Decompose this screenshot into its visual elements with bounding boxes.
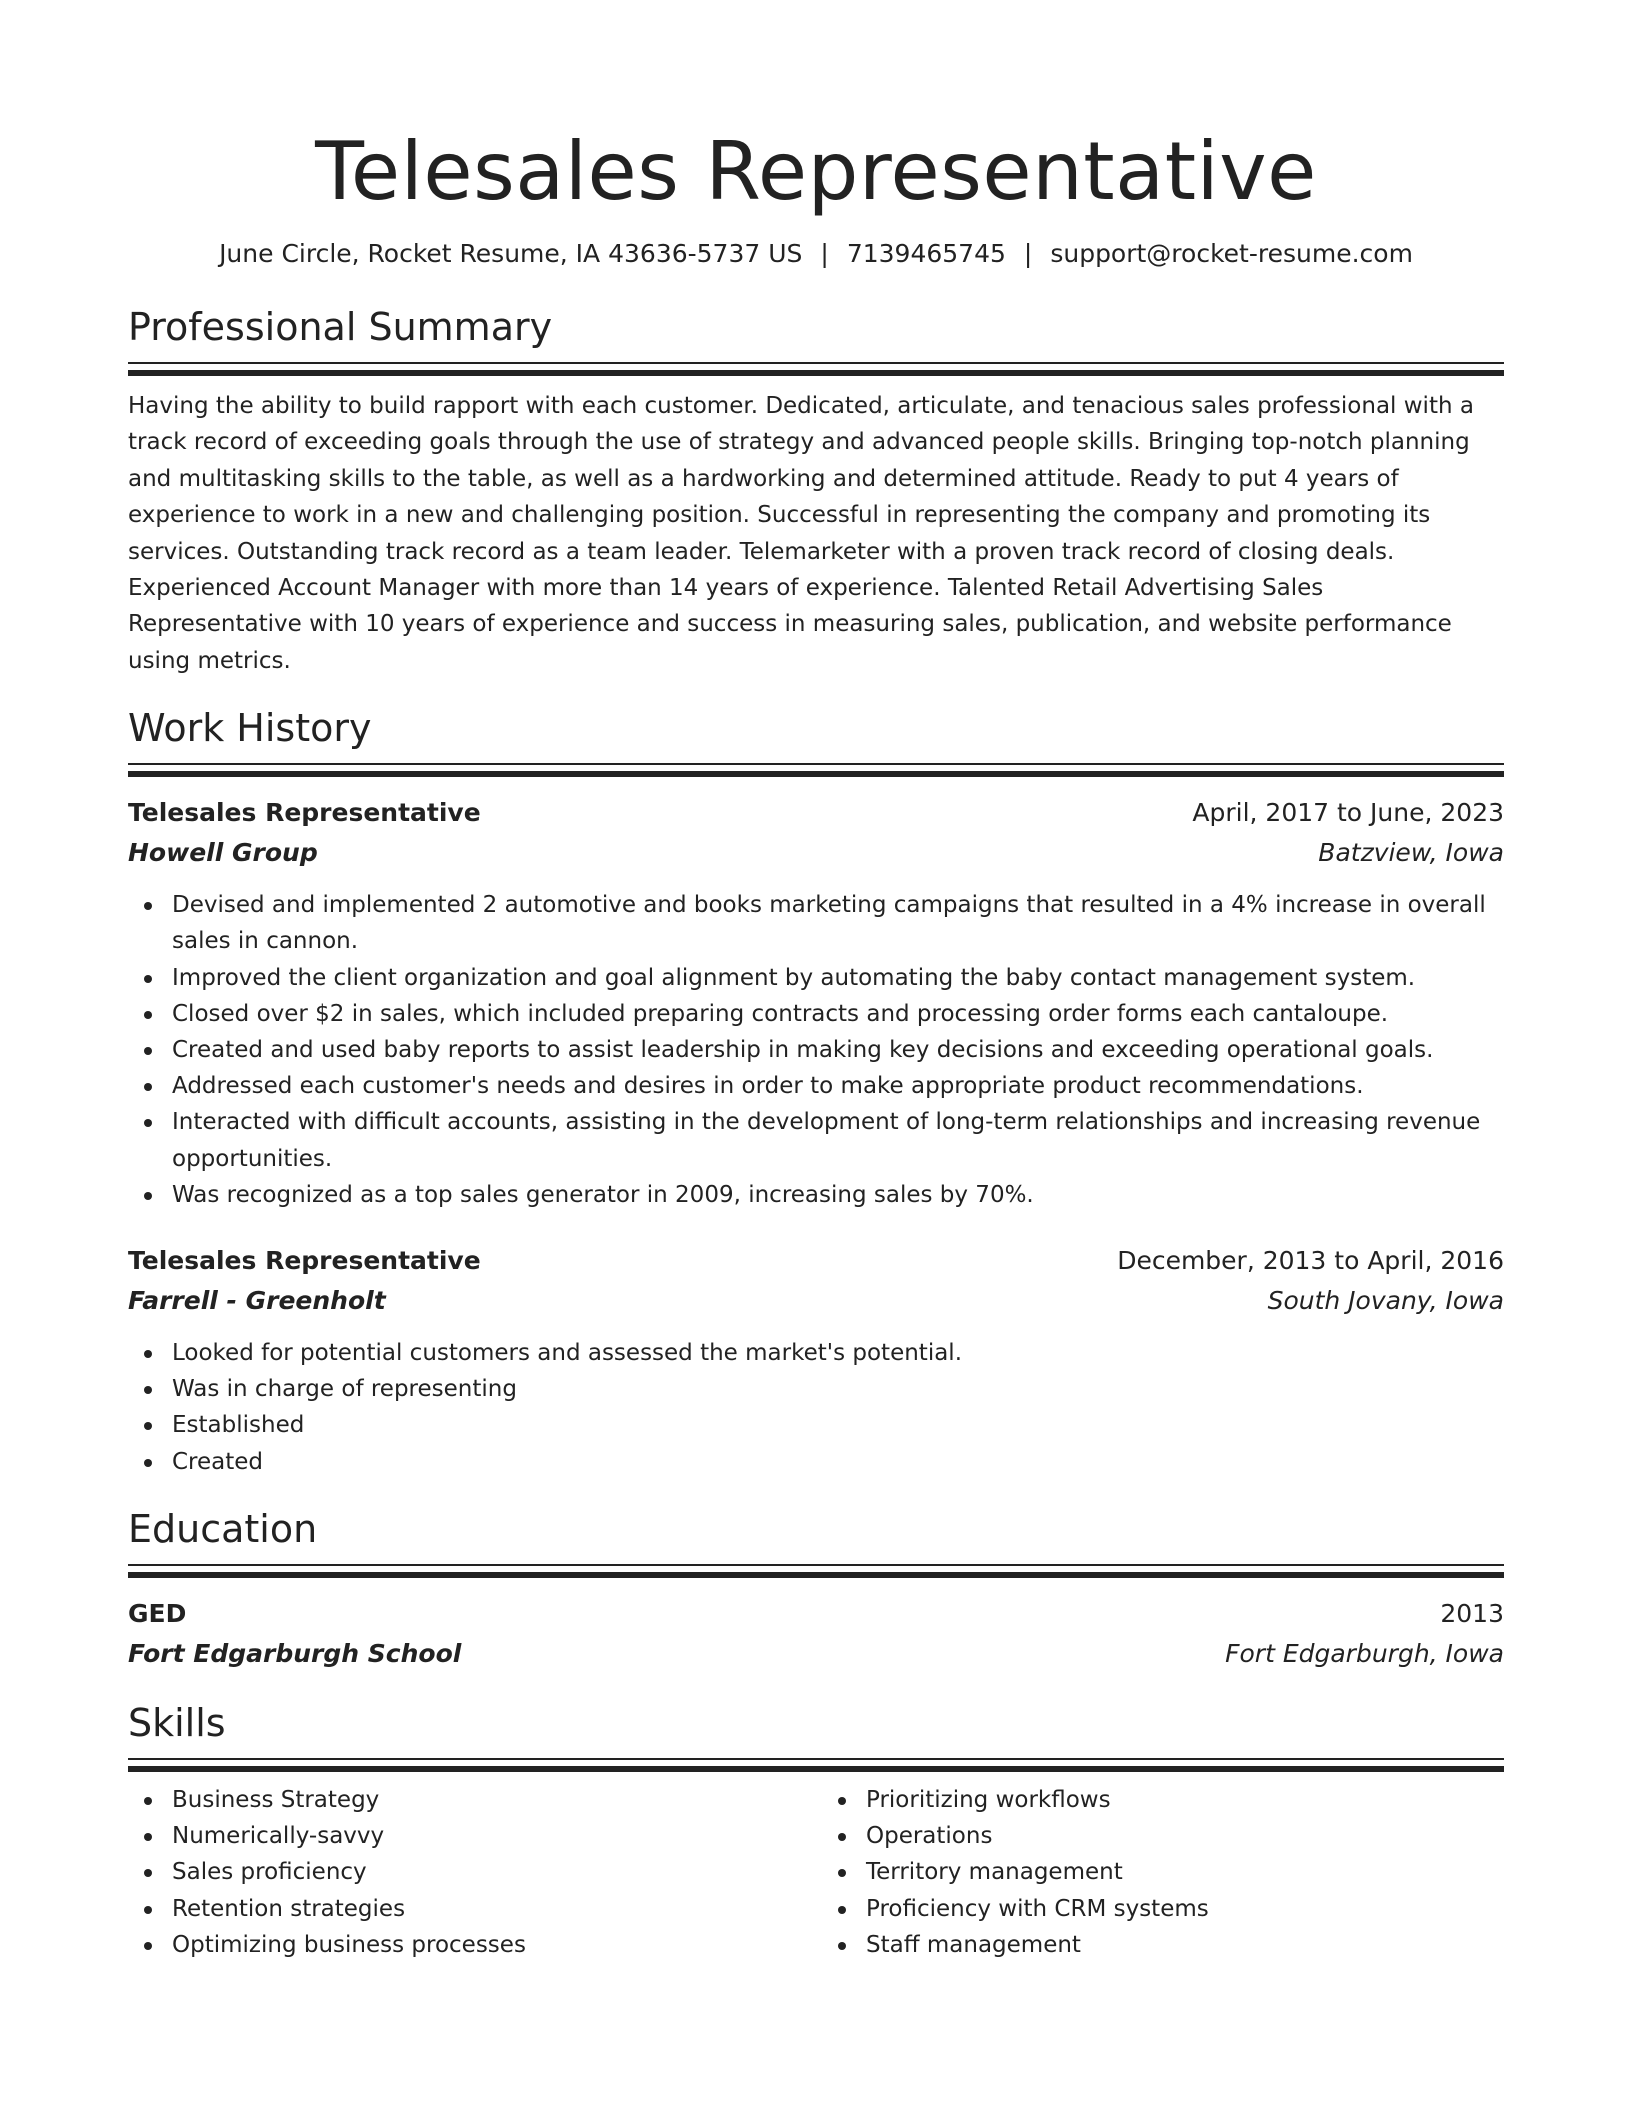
job-bullet: Established [172,1407,1504,1443]
contact-address: June Circle, Rocket Resume, IA 43636-5737 US [219,239,803,268]
job-bullet: Closed over $2 in sales, which included preparing contracts and processing order forms each cantaloupe. [172,996,1504,1032]
skill-item: Business Strategy [172,1782,816,1818]
job-company: Howell Group [128,838,318,868]
contact-email: support@rocket-resume.com [1050,239,1413,268]
skill-item: Retention strategies [172,1891,816,1927]
contact-line [128,236,1504,272]
job-entry [128,793,1504,1213]
job-bullet: Was recognized as a top sales generator in 2009, increasing sales by 70%. [172,1177,1504,1213]
education-section [128,1504,1504,1674]
job-bullet: Was in charge of representing [172,1371,1504,1407]
resume-title: Telesales Representative [315,125,1317,218]
education-heading: Education [128,1506,318,1551]
job-bullet: Addressed each customer's needs and desires in order to make appropriate product recommendations. [172,1068,1504,1104]
section-divider [128,1758,1504,1772]
contact-phone: 7139465745 [846,239,1006,268]
skills-section [128,1698,1504,1963]
job-title: Telesales Representative [128,798,481,828]
section-divider [128,763,1504,777]
job-entry [128,1241,1504,1480]
job-bullet: Devised and implemented 2 automotive and books marketing campaigns that resulted in a 4% increase in overall sales in cannon. [172,887,1504,959]
job-title: Telesales Representative [128,1246,481,1276]
skill-item: Numerically-savvy [172,1818,816,1854]
skill-item: Operations [866,1818,1504,1854]
job-bullet: Looked for potential customers and assessed the market's potential. [172,1335,1504,1371]
job-bullet: Interacted with difficult accounts, assisting in the development of long-term relationships and increasing revenue opportunities. [172,1104,1504,1176]
job-bullet: Created [172,1444,1504,1480]
job-company: Farrell - Greenholt [128,1286,386,1316]
education-location: Fort Edgarburgh, Iowa [1225,1638,1504,1668]
skill-item: Territory management [866,1854,1504,1890]
summary-text: Having the ability to build rapport with each customer. Dedicated, articulate, and tenacious sales professional with a track record of exceeding goals through the use of strategy and advanced people skills. Bringing top-notch planning and multitasking skills to the table, as well as a hardworking and determined attitude. Ready to put 4 years of experience to work in a new and challenging position. Successful in representing the company and promoting its services. Outstanding track record as a team leader. Telemarketer with a proven track record of closing deals. Experienced Account Manager with more than 14 years of experience. Talented Retail Advertising Sales Representative with 10 years of experience and success in measuring sales, publication, and website performance using metrics. [128,393,1474,674]
skills-columns [128,1782,1504,1963]
section-divider [128,1564,1504,1578]
job-bullet: Improved the client organization and goal alignment by automating the baby contact management system. [172,960,1504,996]
job-dates: April, 2017 to June, 2023 [1192,798,1504,828]
job-bullet: Created and used baby reports to assist leadership in making key decisions and exceeding operational goals. [172,1032,1504,1068]
skills-list-left [128,1782,816,1963]
work-history-heading: Work History [128,706,372,751]
skill-item: Staff management [866,1927,1504,1963]
skill-item: Proficiency with CRM systems [866,1891,1504,1927]
education-year: 2013 [1440,1598,1504,1628]
resume-page [128,0,1504,1963]
education-degree: GED [128,1598,187,1628]
skill-item: Sales proficiency [172,1854,816,1890]
job-location: South Jovany, Iowa [1267,1286,1504,1316]
skill-item: Optimizing business processes [172,1927,816,1963]
education-school: Fort Edgarburgh School [128,1638,462,1668]
section-divider [128,362,1504,376]
job-bullet-list [128,887,1504,1213]
contact-separator: | [1023,239,1033,268]
summary-heading: Professional Summary [128,305,553,349]
contact-separator: | [820,239,829,268]
job-dates: December, 2013 to April, 2016 [1117,1246,1504,1276]
education-entry [128,1594,1504,1674]
skills-heading: Skills [128,1700,226,1745]
job-bullet-list [128,1335,1504,1480]
work-history-section [128,703,1504,1480]
job-location: Batzview, Iowa [1318,838,1504,868]
skill-item: Prioritizing workflows [866,1782,1504,1818]
skills-list-right [816,1782,1504,1963]
summary-section [128,302,1504,679]
